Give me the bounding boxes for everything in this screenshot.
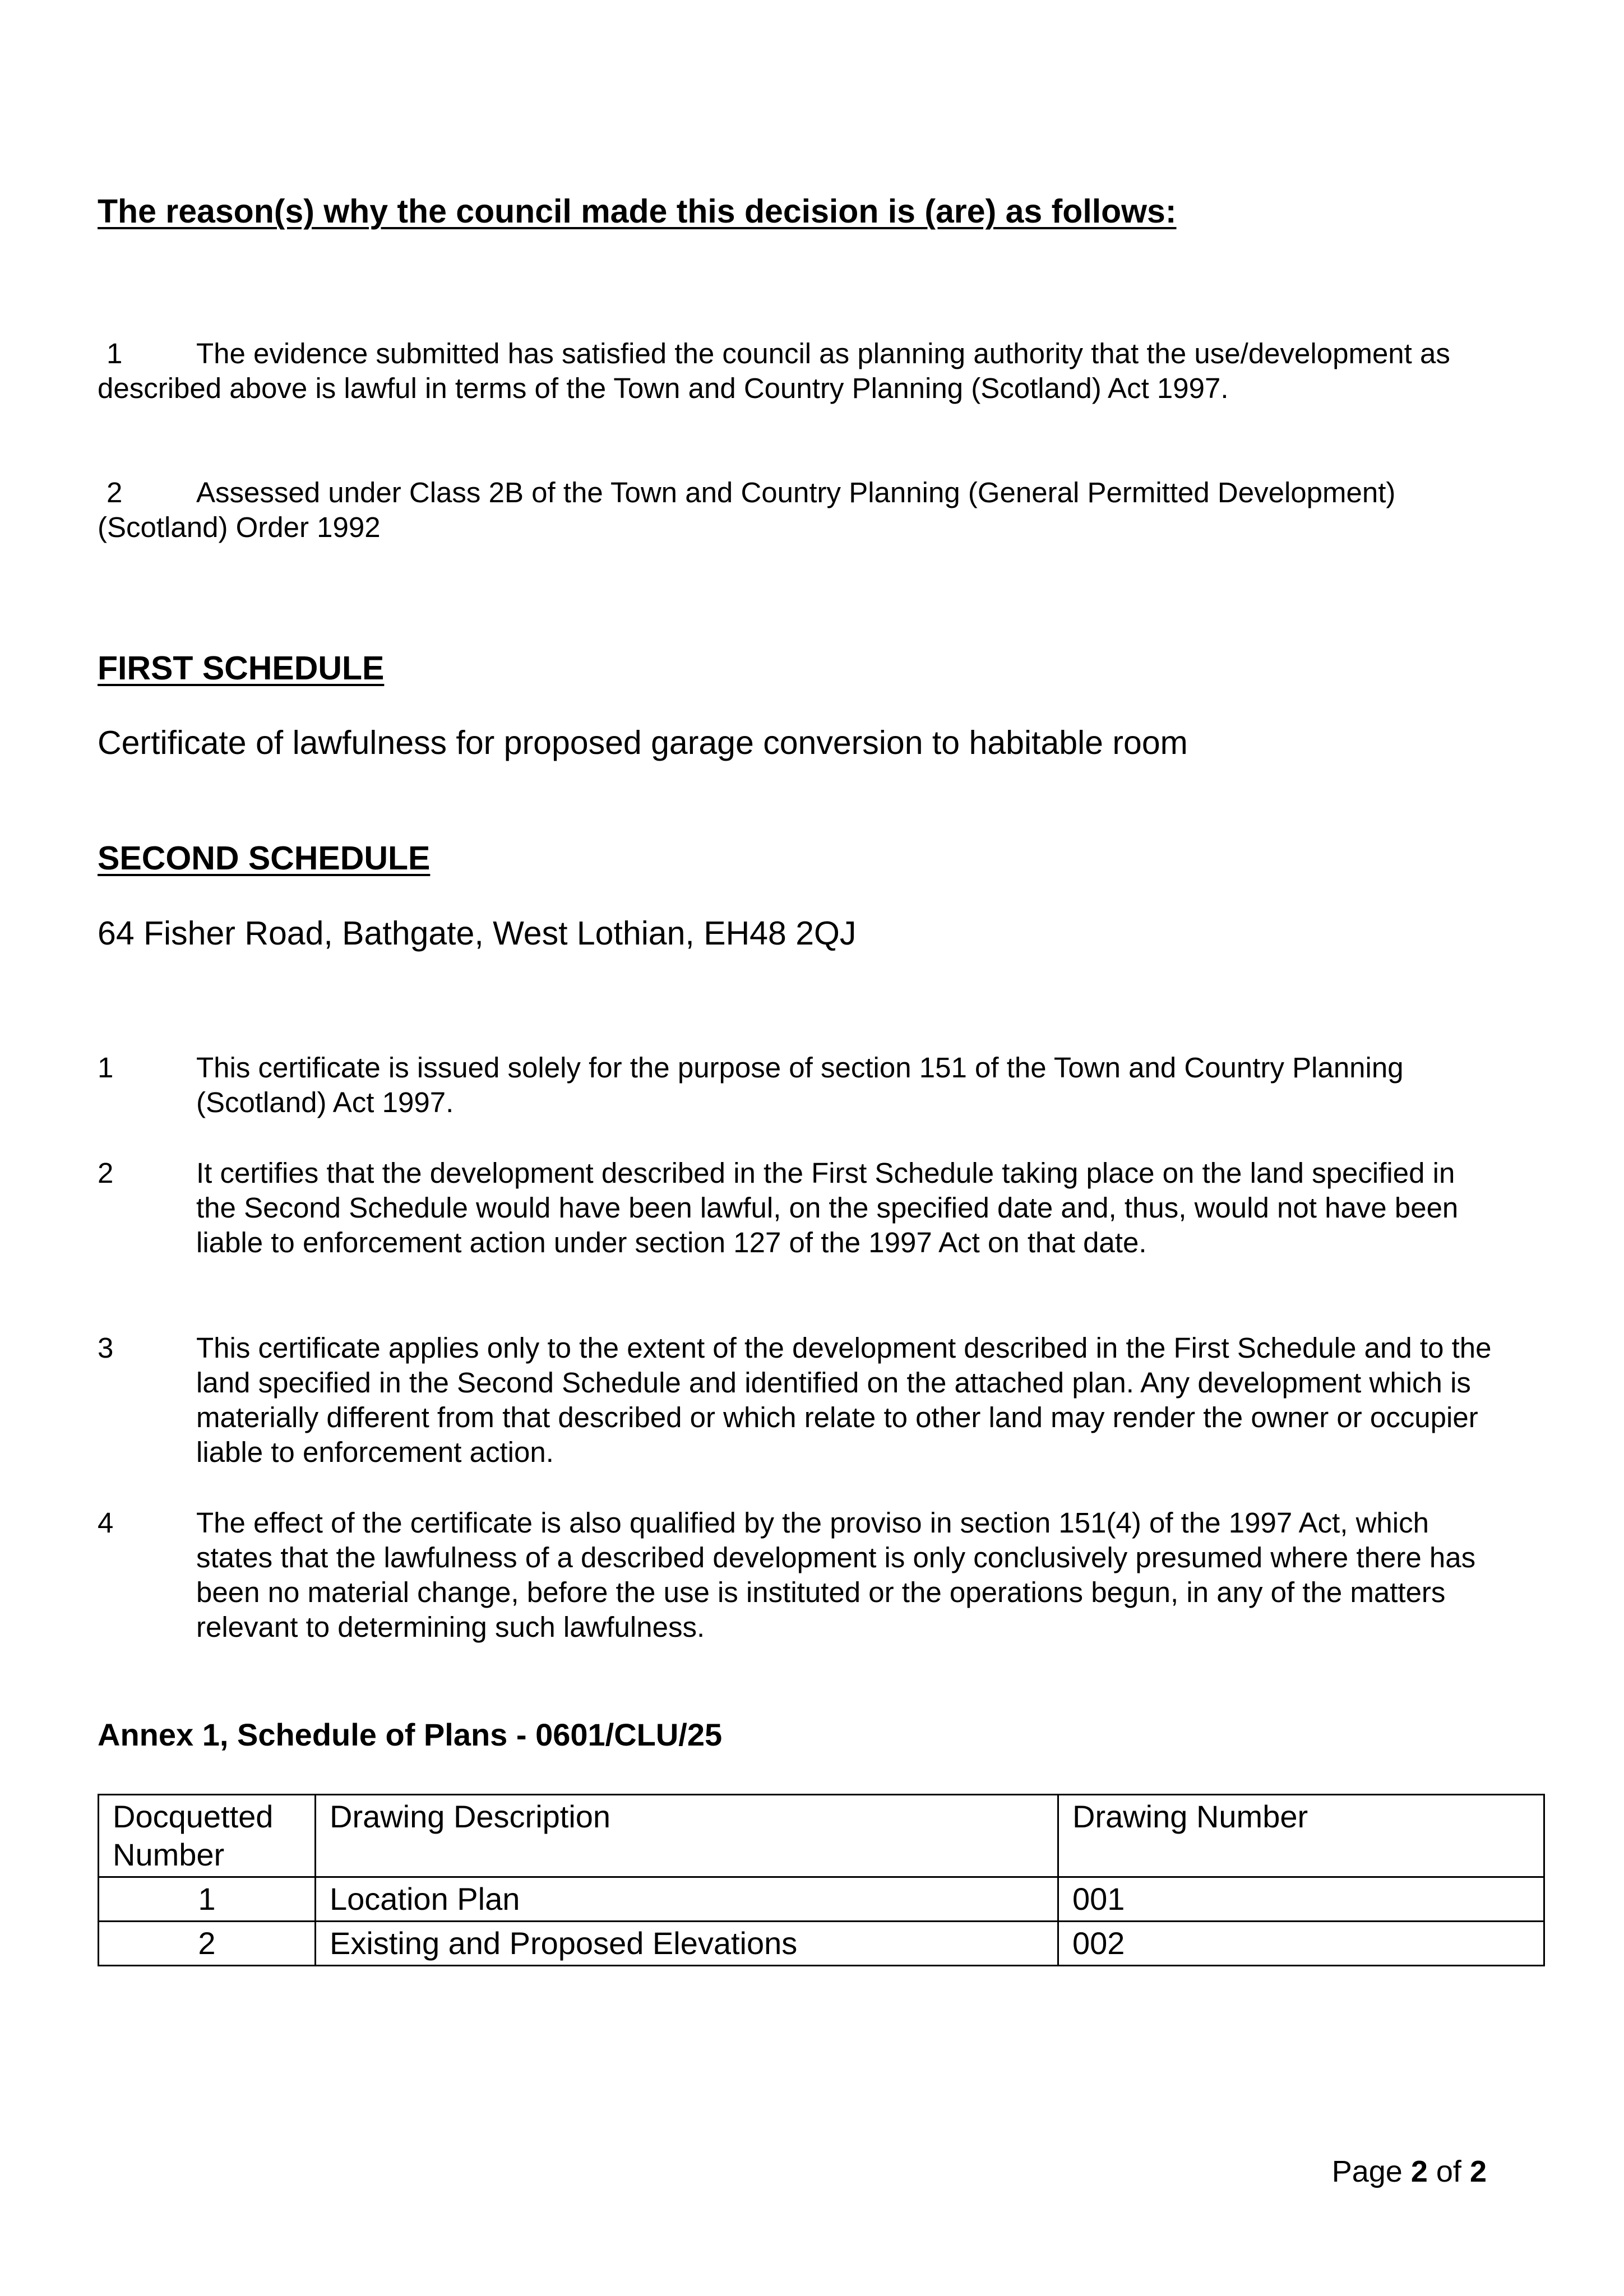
cell-drawing-number: 002 [1058,1922,1544,1966]
cell-drawing-description: Existing and Proposed Elevations [316,1922,1058,1966]
page-label: Page [1331,2155,1403,2188]
table-row [99,1922,1544,1966]
note-number: 2 [98,1157,114,1189]
table-row [99,1877,1544,1922]
note-text: This certificate is issued solely for the purpose of section 151 of the Town and Country Planning (Scotland) Act 1997. [196,1052,1404,1118]
reasons-heading: The reason(s) why the council made this decision is (are) as follows: [98,193,1177,230]
cell-docquetted-number: 2 [99,1922,316,1966]
header-drawing-number: Drawing Number [1058,1795,1544,1877]
reason-number: 1 [107,337,123,369]
reason-item [98,475,1510,545]
cell-docquetted-number: 1 [99,1877,316,1922]
cell-drawing-number: 001 [1058,1877,1544,1922]
second-schedule-heading: SECOND SCHEDULE [98,840,431,877]
certificate-note [98,1506,1499,1645]
certificate-note [98,1156,1499,1260]
certificate-note [98,1050,1499,1120]
table-header-row [99,1795,1544,1877]
reason-text: Assessed under Class 2B of the Town and Country Planning (General Permitted Development)(Scotland) Order 1992 [98,476,1396,543]
note-text: This certificate applies only to the extent of the development described in the First Schedule and to the land specified in the Second Schedule and identified on the attached plan. Any development which is materially different from that described or which relate to other land may render the owner or occupier liable to enforcement action. [196,1332,1492,1468]
reason-item [98,336,1510,406]
plans-table [98,1794,1545,1966]
page-separator: of [1436,2155,1461,2188]
note-text: It certifies that the development described in the First Schedule taking place on the land specified in the Second Schedule would have been lawful, on the specified date and, thus, would not have been liable to enforcement action under section 127 of the 1997 Act on that date. [196,1157,1459,1258]
reason-number: 2 [107,476,123,508]
first-schedule-heading: FIRST SCHEDULE [98,650,385,687]
note-number: 1 [98,1052,114,1084]
note-number: 4 [98,1507,114,1539]
certificate-note [98,1331,1499,1470]
note-text: The effect of the certificate is also qualified by the proviso in section 151(4) of the 1997 Act, which states that the lawfulness of a described development is only conclusively presumed where there has been no material change, before the use is instituted or the operations begun, in any of the matters relevant to determining such lawfulness. [196,1507,1476,1643]
page-current: 2 [1410,2155,1428,2188]
annex-title: Annex 1, Schedule of Plans - 0601/CLU/25 [98,1717,723,1752]
header-drawing-description: Drawing Description [316,1795,1058,1877]
page-number [1332,2154,1487,2189]
header-docquetted-number: Docquetted Number [99,1795,316,1877]
first-schedule-text: Certificate of lawfulness for proposed garage conversion to habitable room [98,724,1188,761]
second-schedule-text: 64 Fisher Road, Bathgate, West Lothian, EH48 2QJ [98,915,857,952]
note-number: 3 [98,1332,114,1364]
reason-text: The evidence submitted has satisfied the council as planning authority that the use/development as described above is lawful in terms of the Town and Country Planning (Scotland) Act 1997. [98,337,1450,404]
cell-drawing-description: Location Plan [316,1877,1058,1922]
page-total: 2 [1469,2155,1487,2188]
